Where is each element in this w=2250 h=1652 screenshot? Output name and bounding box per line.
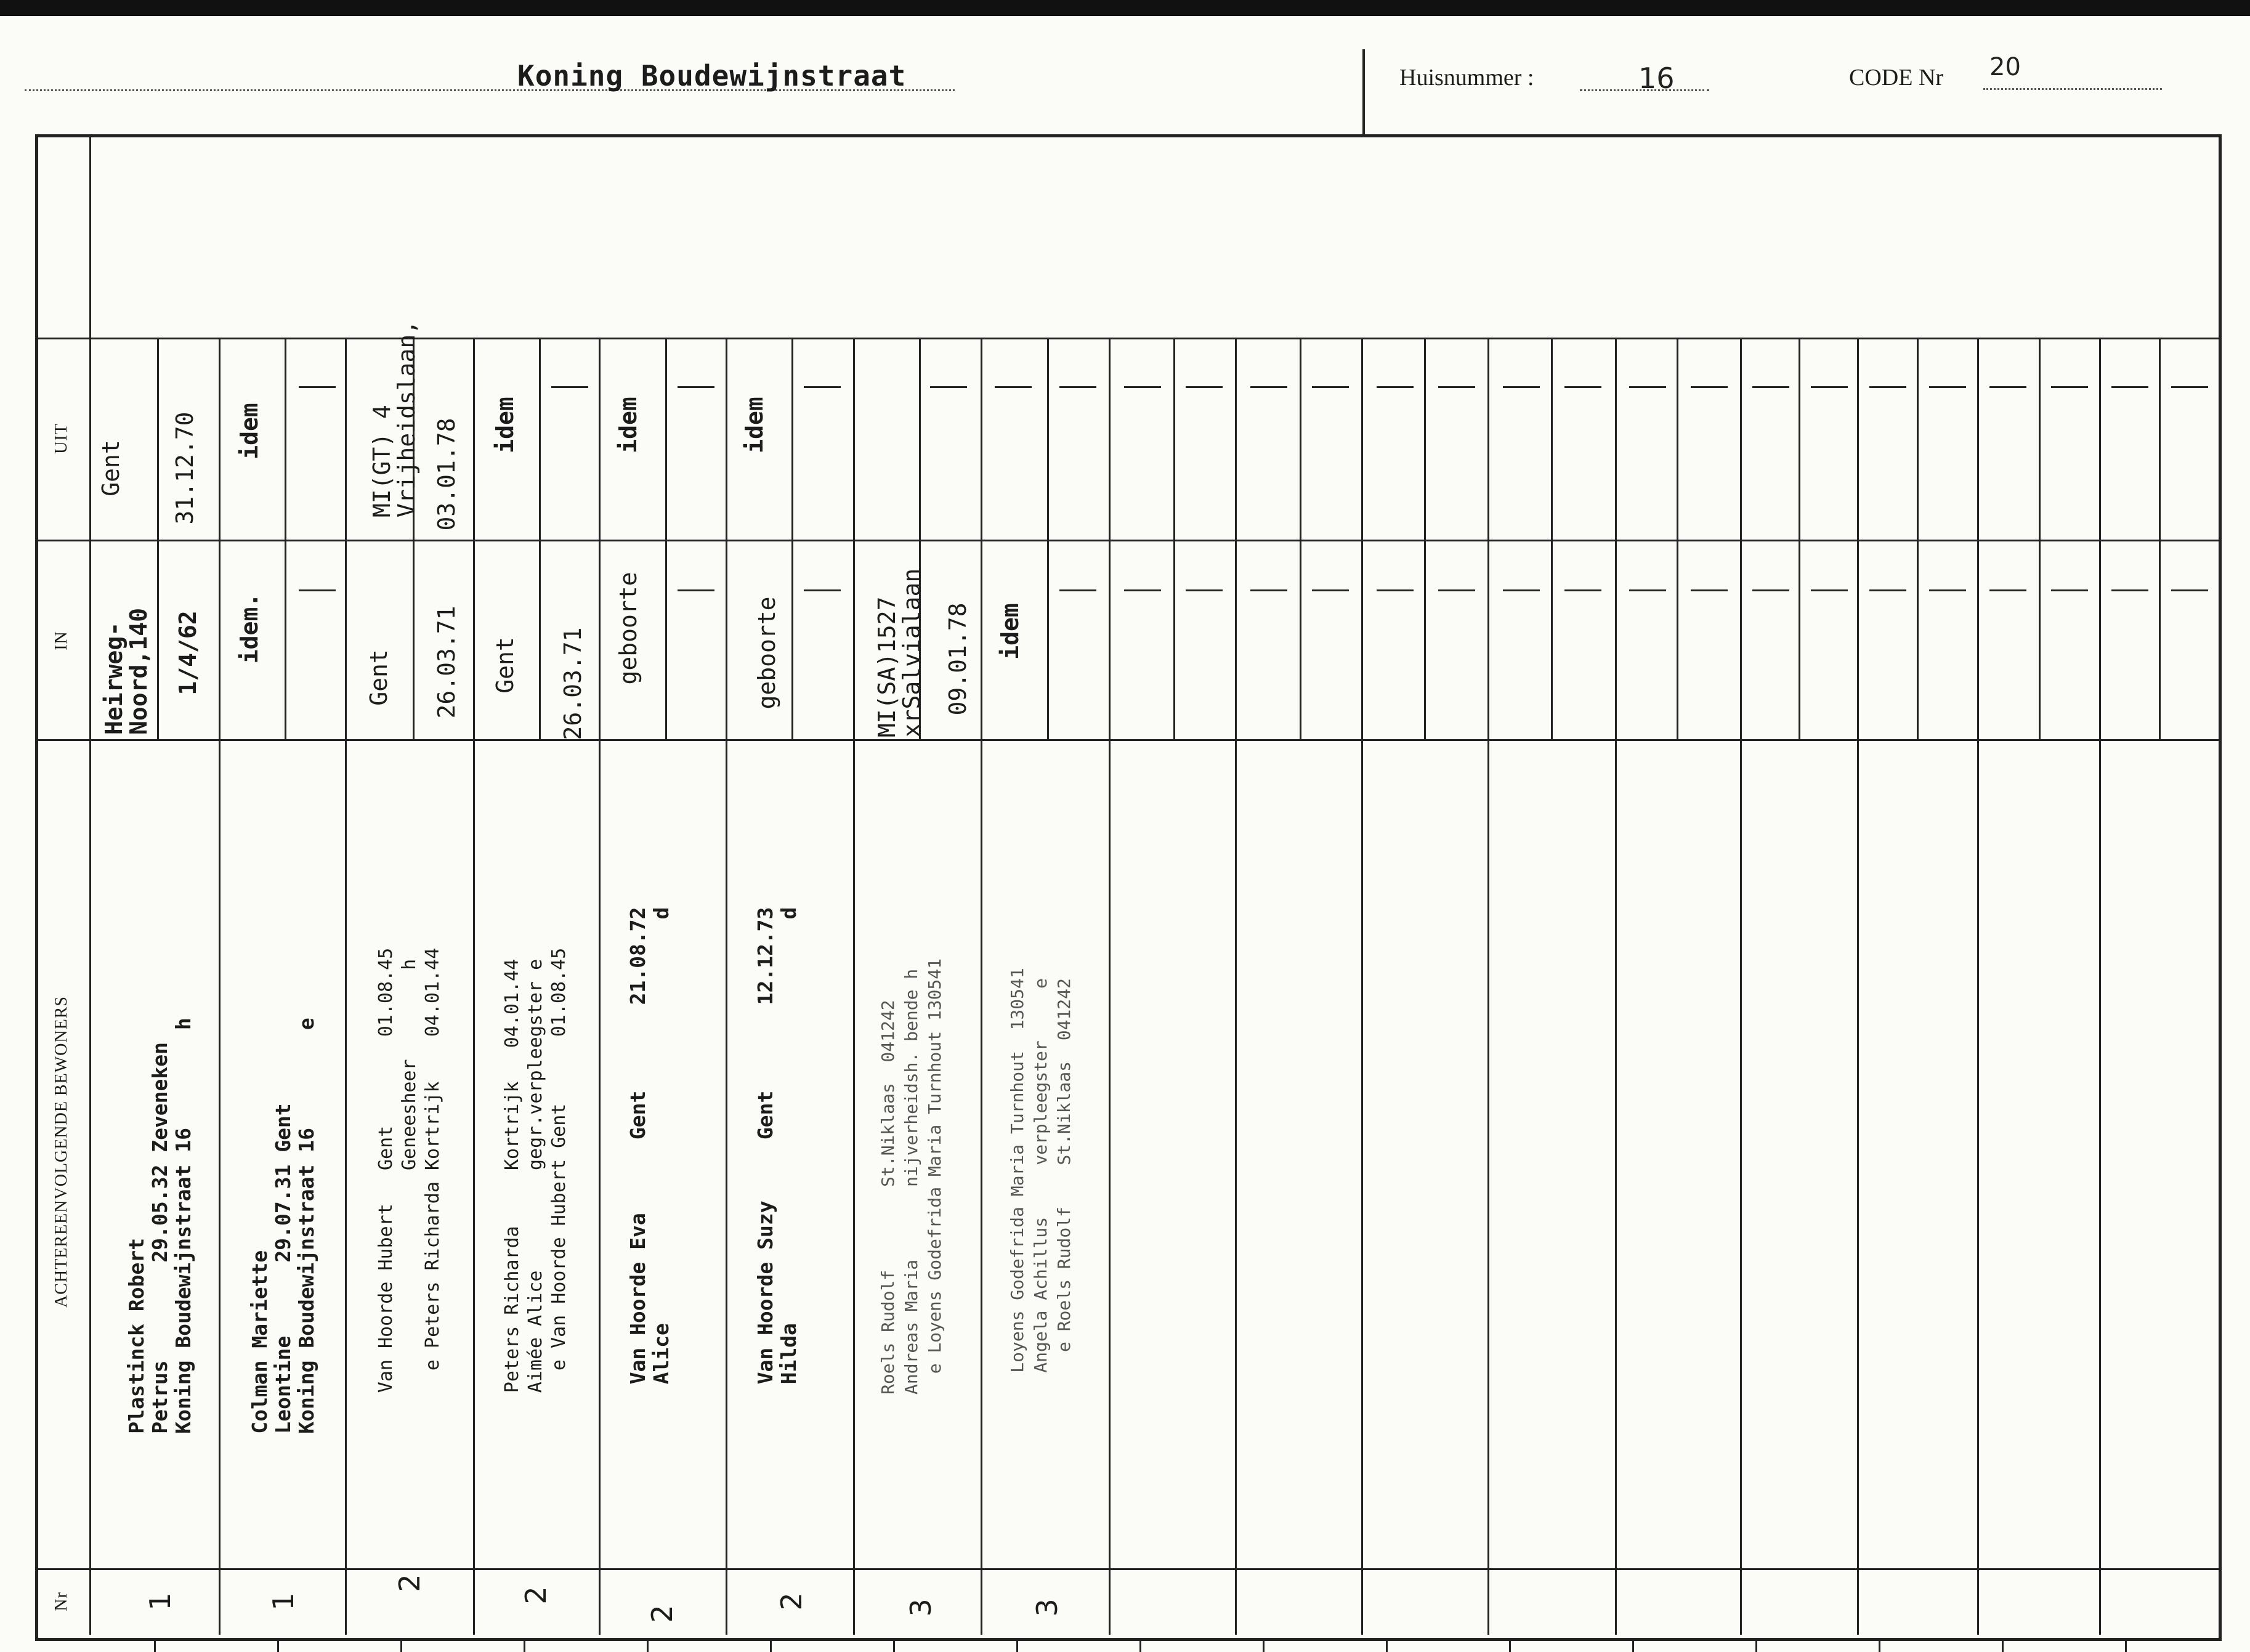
- label-column-line: [89, 134, 91, 1635]
- resident-entry: Van Hoorde Suzy Gent 12.12.73 Hilda d: [753, 907, 801, 1385]
- in-place: Heirweg- Noord,140: [100, 608, 152, 735]
- bewoners-top-line: [35, 739, 2219, 741]
- in-label: IN: [52, 631, 71, 650]
- empty-cell-dash: [804, 386, 841, 388]
- empty-cell-dash: [1186, 589, 1223, 591]
- bottom-tick: [1263, 1638, 1265, 1652]
- resident-entry: Plastinck Robert Petrus 29.05.32 Zeveneken Koning Boudewijnstraat 16 h: [124, 1018, 195, 1434]
- uit-date: 31.12.70: [171, 411, 198, 525]
- uit-place: Gent: [97, 440, 124, 496]
- sub-column-line: [285, 338, 286, 739]
- empty-cell-dash: [678, 386, 714, 388]
- sub-column-line: [1551, 338, 1553, 739]
- sub-column-line: [1677, 338, 1678, 739]
- empty-cell-dash: [1752, 589, 1789, 591]
- row-number: 2: [393, 1574, 426, 1592]
- empty-cell-dash: [1564, 589, 1601, 591]
- bottom-tick: [524, 1638, 525, 1652]
- empty-cell-dash: [1250, 386, 1287, 388]
- empty-cell-dash: [1438, 386, 1475, 388]
- column-line: [2099, 338, 2101, 1635]
- sub-column-line: [2039, 338, 2041, 739]
- bottom-tick: [1139, 1638, 1141, 1652]
- uit-label: UIT: [52, 423, 71, 454]
- street-name: Koning Boudewijnstraat: [517, 59, 907, 92]
- bottom-tick: [1016, 1638, 1018, 1652]
- empty-cell-dash: [1503, 589, 1540, 591]
- nr-label: Nr: [52, 1592, 71, 1611]
- column-line: [1487, 338, 1489, 1635]
- in-place: Gent: [492, 637, 519, 694]
- bottom-tick: [277, 1638, 279, 1652]
- in-date: 1/4/62: [174, 610, 201, 695]
- column-line: [1235, 338, 1237, 1635]
- empty-cell-dash: [1059, 589, 1096, 591]
- empty-cell-dash: [1564, 386, 1601, 388]
- uit-place: idem: [492, 397, 519, 453]
- sub-column-line: [157, 338, 159, 739]
- empty-cell-dash: [1377, 386, 1414, 388]
- resident-entry: Van Hoorde Eva Gent 21.08.72 Alice d: [626, 907, 673, 1385]
- code-label: CODE Nr: [1849, 65, 1944, 91]
- column-line: [345, 338, 347, 1635]
- empty-cell-dash: [1186, 386, 1223, 388]
- empty-cell-dash: [1124, 589, 1161, 591]
- in-place: geboorte: [615, 572, 642, 685]
- bottom-tick: [1755, 1638, 1757, 1652]
- row-number: 3: [1030, 1598, 1064, 1617]
- row-number: 2: [775, 1592, 808, 1611]
- column-line: [599, 338, 601, 1635]
- empty-cell-dash: [1250, 589, 1287, 591]
- resident-entry: Loyens Godefrida Maria Turnhout 130541 Angela Achillus verpleegster e e Roels Rudolf St.Niklaas 041242: [1007, 968, 1074, 1373]
- bottom-tick: [647, 1638, 649, 1652]
- empty-cell-dash: [2111, 386, 2148, 388]
- nr-top-line: [35, 1568, 2219, 1570]
- bewoners-label: ACHTEREENVOLGENDE BEWONERS: [52, 996, 71, 1308]
- empty-cell-dash: [1929, 589, 1966, 591]
- empty-cell-dash: [1752, 386, 1789, 388]
- empty-cell-dash: [2171, 589, 2208, 591]
- column-line: [1977, 338, 1979, 1635]
- bottom-tick: [1509, 1638, 1511, 1652]
- empty-cell-dash: [1377, 589, 1414, 591]
- empty-cell-dash: [995, 386, 1032, 388]
- resident-entry: Peters Richarda Kortrijk 04.01.44 Aimée Alice gegr.verpleegster e e Van Hoorde Hubert Gent 01.08.45: [501, 947, 570, 1393]
- empty-cell-dash: [1312, 386, 1349, 388]
- column-line: [219, 338, 221, 1635]
- in-date: 09.01.78: [944, 602, 971, 716]
- sub-column-line: [1047, 338, 1049, 739]
- code-dotted-line: [1983, 88, 2162, 90]
- sub-column-line: [1300, 338, 1301, 739]
- empty-cell-dash: [1989, 589, 2026, 591]
- uit-top-line: [35, 338, 2219, 339]
- uit-place: idem: [615, 397, 642, 453]
- column-line: [1857, 338, 1859, 1635]
- empty-cell-dash: [1629, 589, 1666, 591]
- huisnummer-label: Huisnummer :: [1399, 65, 1534, 91]
- empty-cell-dash: [678, 589, 714, 591]
- empty-cell-dash: [1691, 386, 1728, 388]
- bottom-tick: [1386, 1638, 1388, 1652]
- column-line: [1361, 338, 1363, 1635]
- column-line: [473, 338, 475, 1635]
- sub-column-line: [1424, 338, 1426, 739]
- empty-cell-dash: [1811, 589, 1848, 591]
- sub-column-line: [539, 338, 541, 739]
- row-number: 2: [645, 1605, 679, 1623]
- empty-cell-dash: [1691, 589, 1728, 591]
- empty-cell-dash: [299, 589, 336, 591]
- bottom-tick: [154, 1638, 156, 1652]
- row-number: 1: [144, 1592, 177, 1611]
- sub-column-line: [1799, 338, 1800, 739]
- huisnummer-value: 16: [1638, 62, 1675, 95]
- sub-column-line: [1173, 338, 1175, 739]
- column-line: [1740, 338, 1742, 1635]
- sub-column-line: [1917, 338, 1919, 739]
- in-place: idem.: [236, 593, 263, 664]
- empty-cell-dash: [1124, 386, 1161, 388]
- in-place: idem: [997, 603, 1024, 660]
- empty-cell-dash: [1811, 386, 1848, 388]
- empty-cell-dash: [1503, 386, 1540, 388]
- empty-cell-dash: [1869, 589, 1906, 591]
- sub-column-line: [791, 338, 793, 739]
- row-number: 2: [519, 1586, 552, 1605]
- uit-place: MI(GT) 4 Vrijheidslaan,: [368, 320, 420, 518]
- bottom-tick: [893, 1638, 895, 1652]
- in-place: MI(SA)1527 xrSalvialaan: [873, 568, 925, 738]
- row-number: 3: [904, 1598, 937, 1617]
- empty-cell-dash: [930, 386, 967, 388]
- column-line: [1109, 338, 1111, 1635]
- empty-cell-dash: [2111, 589, 2148, 591]
- column-line: [726, 338, 727, 1635]
- empty-cell-dash: [1869, 386, 1906, 388]
- resident-entry: Roels Rudolf St.Niklaas 041242 Andreas Maria nijverheidsh. bende h e Loyens Godefrida Maria Turnhout 130541: [878, 958, 945, 1395]
- resident-entry: Van Hoorde Hubert Gent 01.08.45 Geneesheer h e Peters Richarda Kortrijk 04.01.44: [375, 947, 443, 1393]
- empty-cell-dash: [804, 589, 841, 591]
- bottom-tick: [400, 1638, 402, 1652]
- empty-cell-dash: [1929, 386, 1966, 388]
- in-place: Gent: [365, 649, 392, 706]
- resident-entry: Colman Mariette Leontine 29.07.31 Gent Koning Boudewijnstraat 16 e: [248, 1018, 318, 1434]
- in-date: 26.03.71: [433, 605, 460, 719]
- bottom-tick: [2002, 1638, 2004, 1652]
- column-line: [853, 338, 855, 1635]
- empty-cell-dash: [299, 386, 336, 388]
- bottom-tick: [1632, 1638, 1634, 1652]
- header-divider: [1362, 49, 1365, 136]
- empty-cell-dash: [1629, 386, 1666, 388]
- empty-cell-dash: [1312, 589, 1349, 591]
- column-line: [981, 338, 982, 1635]
- empty-cell-dash: [1438, 589, 1475, 591]
- code-value: 20: [1989, 53, 2021, 81]
- bottom-tick: [770, 1638, 772, 1652]
- empty-cell-dash: [551, 386, 588, 388]
- uit-date: 03.01.78: [433, 418, 460, 531]
- bottom-tick: [1879, 1638, 1880, 1652]
- empty-cell-dash: [2051, 386, 2088, 388]
- in-place: geboorte: [753, 596, 780, 710]
- scan-top-edge: [0, 0, 2250, 16]
- empty-cell-dash: [2171, 386, 2208, 388]
- register-table: [35, 134, 2222, 1641]
- empty-cell-dash: [1059, 386, 1096, 388]
- in-date: 26.03.71: [559, 627, 586, 740]
- bottom-tick: [2125, 1638, 2127, 1652]
- column-line: [1615, 338, 1617, 1635]
- empty-cell-dash: [2051, 589, 2088, 591]
- sub-column-line: [2159, 338, 2161, 739]
- row-number: 1: [267, 1592, 300, 1611]
- sub-column-line: [665, 338, 667, 739]
- uit-place: idem: [741, 397, 768, 453]
- uit-place: idem: [236, 403, 263, 460]
- in-top-line: [35, 540, 2219, 541]
- empty-cell-dash: [1989, 386, 2026, 388]
